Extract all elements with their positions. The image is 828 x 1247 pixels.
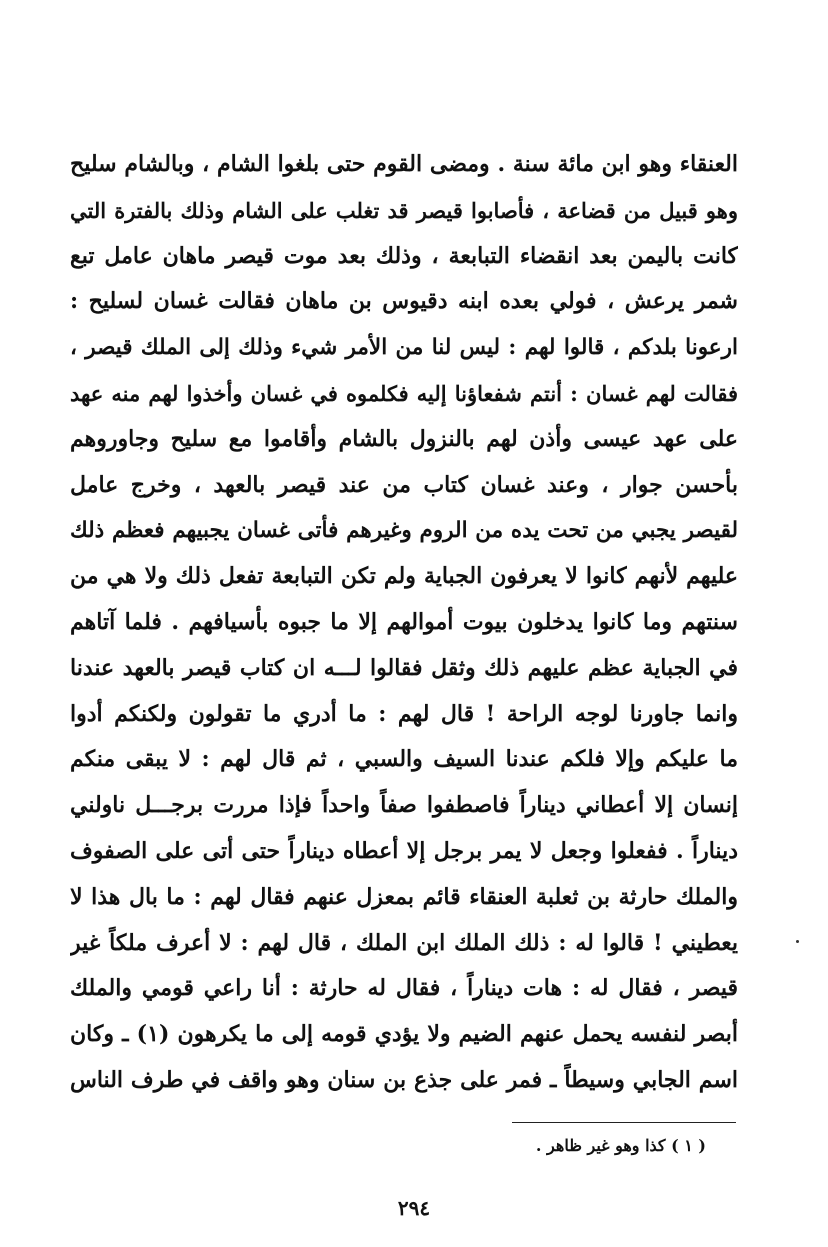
text-line-20: أبصر لنفسه يحمل عنهم الضيم ولا يؤدي قومه إلى ما يكرهون (١) ـ وكان [70,1021,738,1048]
margin-dot [796,940,799,943]
text-line-14: ما عليكم وإلا فلكم عندنا السيف والسبي ، ثم قال لهم : لا يبقى منكم [70,746,738,773]
text-line-11: سنتهم وما كانوا يدخلون بيوت أموالهم إلا ما جبوه بأسيافهم . فلما آتاهم [70,608,738,635]
text-line-7: على عهد عيسى وأذن لهم بالنزول بالشام وأقاموا مع سليح وجاوروهم [70,425,738,452]
text-line-4: شمر يرعش ، فولي بعده ابنه دقيوس بن ماهان فقالت غسان لسليح : [70,288,738,315]
text-line-17: والملك حارثة بن ثعلبة العنقاء قائم بمعزل عنهم فقال لهم : ما بال هذا لا [70,883,738,910]
text-line-6: فقالت لهم غسان : أنتم شفعاؤنا إليه فكلموه في غسان وأخذوا لهم منه عهد [70,380,738,406]
main-text-block [70,142,738,1104]
page-number: ٢٩٤ [397,1196,431,1220]
text-line-15: إنسان إلا أعطاني ديناراً فاصطفوا صفاً واحداً فإذا مررت برجـــل ناولني [70,792,738,819]
text-line-18: يعطيني ! قالوا له : ذلك الملك ابن الملك ، قال لهم : لا أعرف ملكاً غير [70,929,738,956]
text-line-8: بأحسن جوار ، وعند غسان كتاب من عند قيصر بالعهد ، وخرج عامل [70,471,738,498]
text-line-1: العنقاء وهو ابن مائة سنة . ومضى القوم حتى بلغوا الشام ، وبالشام سليح [70,151,738,177]
text-line-12: في الجباية عظم عليهم ذلك وثقل فقالوا لـــه ان كتاب قيصر بالعهد عندنا [70,654,738,681]
text-line-13: وانما جاورنا لوجه الراحة ! قال لهم : ما أدري ما تقولون ولكنكم أدوا [70,700,738,727]
text-line-19: قيصر ، فقال له : هات ديناراً ، فقال له حارثة : أنا راعي قومي والملك [70,975,738,1002]
text-line-9: لقيصر يجبي من تحت يده من الروم وغيرهم فأتى غسان يجبيهم فعظم ذلك [70,518,738,544]
text-line-3: كانت باليمن بعد انقضاء التبابعة ، وذلك بعد موت قيصر ماهان عامل تبع [70,242,738,269]
text-line-16: ديناراً . ففعلوا وجعل لا يمر برجل إلا أعطاه ديناراً حتى أتى على الصفوف [70,837,738,864]
footnote: ( ١ ) كذا وهو غير ظاهر . [535,1136,706,1155]
footnote-separator [512,1122,736,1123]
text-line-21: اسم الجابي وسيطاً ـ فمر على جذع بن سنان وهو واقف في طرف الناس [70,1066,738,1093]
text-line-10: عليهم لأنهم كانوا لا يعرفون الجباية ولم تكن التبابعة تفعل ذلك ولا هي من [70,563,738,590]
text-line-2: وهو قبيل من قضاعة ، فأصابوا قيصر قد تغلب على الشام وذلك بالفترة التي [70,197,738,223]
text-line-5: ارعونا بلدكم ، قالوا لهم : ليس لنا من الأمر شيء وذلك إلى الملك قيصر ، [70,335,738,361]
